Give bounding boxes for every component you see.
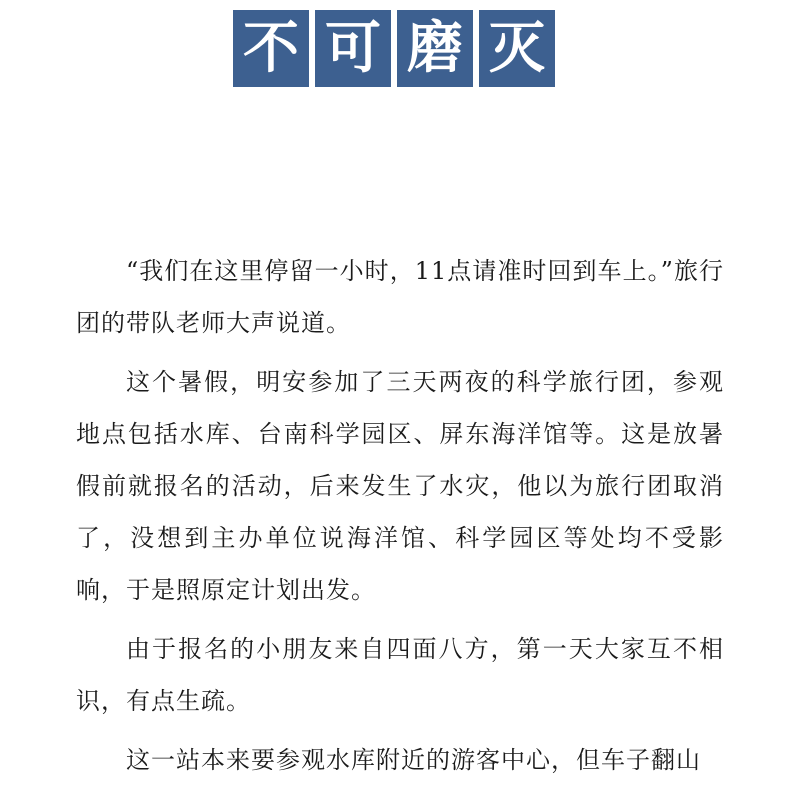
paragraph: 这一站本来要参观水库附近的游客中心，但车子翻山 — [126, 746, 701, 774]
title-char-tile: 灭 — [479, 10, 555, 87]
page-title — [233, 10, 555, 87]
title-char-tile: 不 — [233, 10, 309, 87]
story-text — [76, 245, 724, 793]
paragraph: 这个暑假，明安参加了三天两夜的科学旅行团，参观地点包括水库、台南科学园区、屏东海洋馆等。这是放暑假前就报名的活动，后来发生了水灾，他以为旅行团取消了，没想到主办单位说海洋馆、科学园区等处均不受影响，于是照原定计划出发。 — [76, 368, 724, 604]
paragraph: 由于报名的小朋友来自四面八方，第一天大家互不相识，有点生疏。 — [76, 635, 724, 715]
title-char-tile: 可 — [315, 10, 391, 87]
title-char-tile: 磨 — [397, 10, 473, 87]
paragraph: “我们在这里停留一小时，11点请准时回到车上。”旅行团的带队老师大声说道。 — [76, 257, 724, 337]
